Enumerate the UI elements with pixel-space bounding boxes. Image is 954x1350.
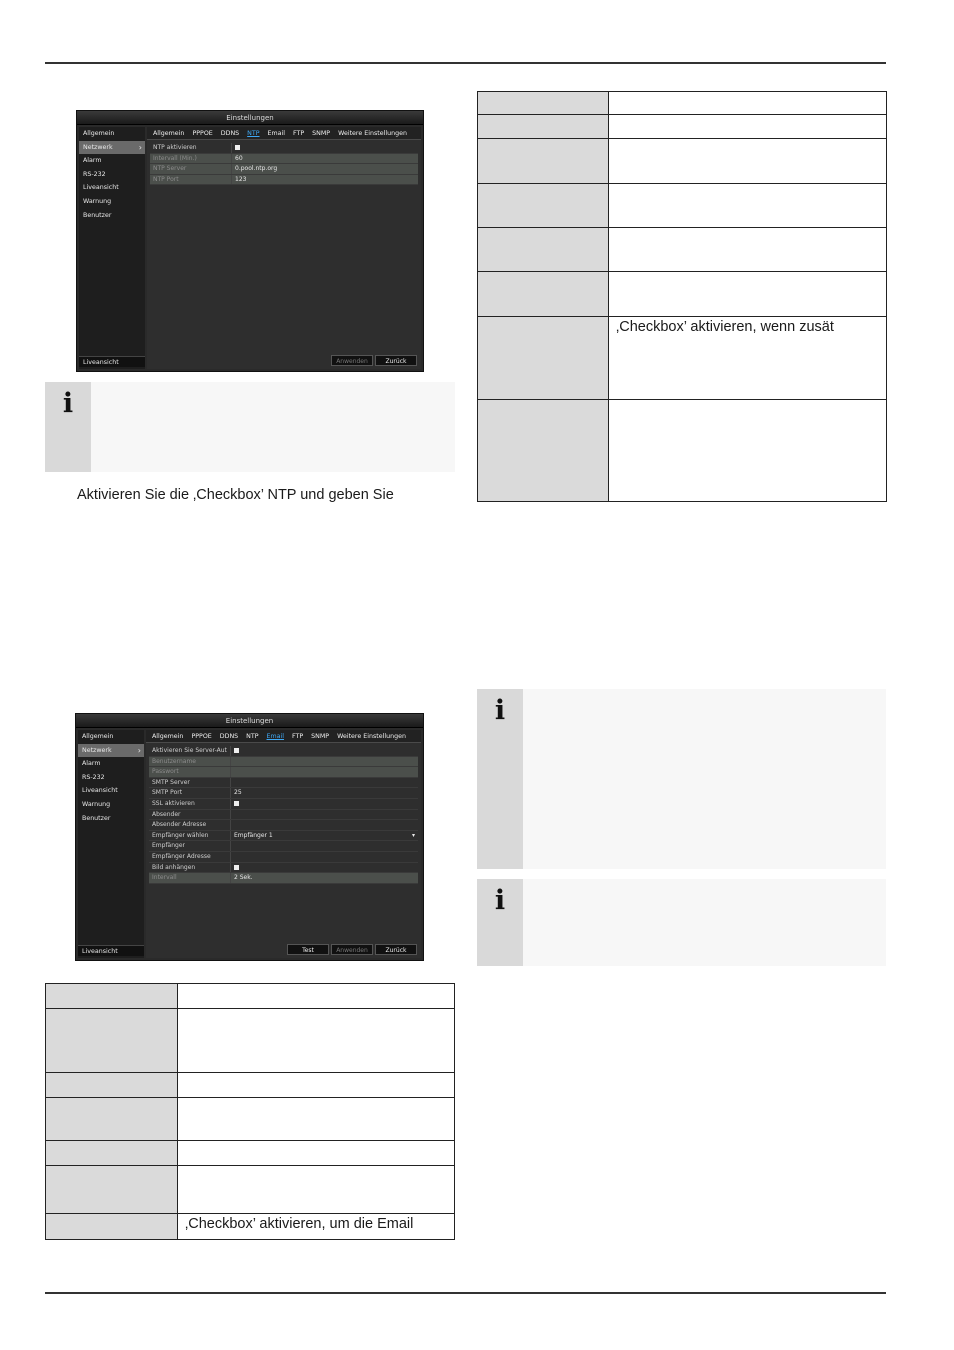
ntp-table-row [478,92,887,115]
settings-row [149,746,418,757]
field-label: Aktivieren Sie Server-Aut [152,747,227,754]
settings-row [149,852,418,863]
email-table-key-cell [46,1073,178,1098]
ntp-settings-table [477,91,887,502]
email-table-value-cell [178,1009,455,1073]
zur-ck-button[interactable]: Zurück [375,355,417,366]
email-table-row [46,1009,455,1073]
checkbox[interactable] [234,748,239,753]
field-label: Empfänger Adresse [152,852,211,860]
info-icon: i [494,695,506,726]
sidebar-item-alarm[interactable]: Alarm [83,157,102,165]
sidebar-item-rs-232[interactable]: RS-232 [83,170,106,178]
field-value[interactable] [230,799,418,809]
field-text: 123 [235,175,247,183]
settings-panel [147,127,421,369]
settings-row [149,820,418,831]
ntp-table-key-cell [478,272,609,317]
action-buttons [331,355,417,366]
field-value[interactable] [230,788,418,798]
settings-form [149,746,418,884]
tab-ntp[interactable]: NTP [246,733,259,740]
field-value[interactable] [230,863,418,873]
field-label: NTP Server [153,165,187,173]
field-label: NTP Port [153,175,179,183]
field-label: Intervall (Min.) [153,154,197,162]
email-table-value-cell [178,1141,455,1166]
ntp-table-value-cell [609,184,887,228]
sidebar-item-allgemein[interactable]: Allgemein [82,733,114,740]
ntp-table-value-cell [609,400,887,502]
field-label: Passwort [152,768,179,776]
footer-rule [45,1292,886,1294]
sidebar-item-alarm[interactable]: Alarm [82,760,101,768]
email-table-key-cell [46,1141,178,1166]
email-table-value-cell [178,984,455,1009]
sidebar-item-rs-232[interactable]: RS-232 [82,773,105,781]
email-settings-screenshot [75,713,424,961]
sidebar-item-netzwerk[interactable]: Netzwerk › [78,744,144,758]
field-text: 0.pool.ntp.org [235,165,278,173]
checkbox[interactable] [235,145,240,150]
sidebar-item-benutzer[interactable]: Benutzer [83,211,112,219]
field-value[interactable] [230,841,418,851]
settings-row [149,799,418,810]
field-label: SMTP Port [152,789,183,797]
window-title: Einstellungen [77,111,423,125]
field-label: Empfänger wählen [152,831,209,839]
tab-ddns[interactable]: DDNS [219,733,239,740]
field-value[interactable] [230,810,418,820]
field-label: SMTP Server [152,778,190,786]
ntp-table-row [478,317,887,400]
settings-row [150,143,418,154]
field-value[interactable] [230,757,418,767]
email-table-key-cell [46,1166,178,1214]
tab-pppoe[interactable]: PPPOE [191,733,212,740]
ntp-table-row [478,184,887,228]
settings-row [149,831,418,842]
ntp-table-value-cell [609,228,887,272]
tab-ntp[interactable]: NTP [247,130,260,137]
settings-panel [146,730,421,958]
ntp-table-value-cell [609,92,887,115]
email-table-key-cell [46,1098,178,1141]
settings-row [149,757,418,768]
email-table-key-cell [46,984,178,1009]
network-tabs [147,127,421,140]
field-text: 60 [235,154,243,162]
field-label: NTP aktivieren [153,144,197,151]
email-table-row [46,1166,455,1214]
info-note-1 [477,689,886,869]
tab-snmp[interactable]: SNMP [312,130,331,137]
tab-allgemein[interactable]: Allgemein [152,733,184,740]
settings-row [150,154,418,165]
ntp-table-value-cell [609,139,887,184]
field-label: Empfänger [152,842,186,850]
email-table-value-cell [178,1166,455,1214]
ntp-table-row [478,139,887,184]
info-icon: i [494,885,506,916]
field-label: Benutzername [152,757,196,765]
tab-weitere-einstellungen[interactable]: Weitere Einstellungen [338,130,407,137]
field-value[interactable] [230,873,418,883]
test-button[interactable]: Test [287,944,329,955]
ntp-table-key-cell [478,184,609,228]
anwenden-button[interactable]: Anwenden [331,944,373,955]
settings-row [150,164,418,175]
ntp-table-value-cell [609,115,887,139]
zur-ck-button[interactable]: Zurück [375,944,417,955]
field-value[interactable] [230,767,418,777]
settings-row [149,810,418,821]
window-title: Einstellungen [76,714,423,728]
sidebar-item-netzwerk[interactable]: Netzwerk › [79,141,145,155]
ntp-table-key-cell [478,139,609,184]
email-table-row [46,1214,455,1240]
field-value[interactable] [230,820,418,830]
settings-form [150,143,418,185]
ntp-table-row [478,400,887,502]
settings-row [149,788,418,799]
ntp-table-row [478,228,887,272]
ntp-table-key-cell [478,317,609,400]
settings-row [149,767,418,778]
tab-pppoe[interactable]: PPPOE [192,130,213,137]
checkbox[interactable] [234,801,239,806]
settings-row [149,778,418,789]
settings-row [149,863,418,874]
field-value[interactable] [230,746,418,756]
email-table-key-cell [46,1214,178,1240]
ntp-table-value-cell [609,272,887,317]
field-label: Absender [152,810,181,818]
field-text: 2 Sek. [234,874,253,882]
ntp-table-key-cell [478,400,609,502]
ntp-table-key-cell [478,92,609,115]
settings-row [149,873,418,884]
sidebar-item-allgemein[interactable]: Allgemein [83,130,115,137]
email-table-value-cell [178,1073,455,1098]
tab-ddns[interactable]: DDNS [220,130,240,137]
field-value[interactable] [230,852,418,862]
info-note-ntp [45,382,455,472]
field-value[interactable] [230,778,418,788]
email-table-value-cell: ‚Checkbox’ aktivieren, um die Email [178,1214,455,1240]
field-label: Absender Adresse [152,821,207,829]
field-value[interactable] [231,143,418,153]
settings-sidebar [79,127,145,369]
field-label: Bild anhängen [152,863,196,871]
ntp-table-key-cell [478,228,609,272]
info-icon: i [62,388,74,419]
checkbox[interactable] [234,865,239,870]
email-table-value-cell [178,1098,455,1141]
email-settings-table [45,983,455,1240]
field-label: SSL aktivieren [152,799,195,807]
field-label: Intervall [152,874,177,882]
sidebar-item-benutzer[interactable]: Benutzer [82,814,111,822]
ntp-table-value-cell: ‚Checkbox’ aktivieren, wenn zusät [609,317,887,400]
liveansicht-button[interactable]: Liveansicht [79,356,145,367]
field-text: Empfänger 1 [234,831,273,839]
sidebar-item-liveansicht[interactable]: Liveansicht [82,787,118,795]
email-table-row [46,1073,455,1098]
action-buttons [287,944,417,955]
email-table-row [46,1098,455,1141]
ntp-table-row [478,272,887,317]
ntp-table-key-cell [478,115,609,139]
tab-snmp[interactable]: SNMP [311,733,330,740]
field-text: 25 [234,789,242,797]
field-value[interactable] [231,164,418,174]
anwenden-button[interactable]: Anwenden [331,355,373,366]
field-value[interactable] [230,831,418,841]
sidebar-item-liveansicht[interactable]: Liveansicht [83,184,119,192]
settings-row [149,841,418,852]
tab-weitere-einstellungen[interactable]: Weitere Einstellungen [337,733,406,740]
network-tabs [146,730,421,743]
tab-allgemein[interactable]: Allgemein [153,130,185,137]
sidebar-item-warnung[interactable]: Warnung [82,800,111,808]
tab-email[interactable]: Email [266,733,285,740]
info-note-2 [477,879,886,966]
ntp-instruction-text: Aktivieren Sie die ‚Checkbox’ NTP und geben Sie [77,487,394,503]
field-value[interactable] [231,175,418,185]
settings-row [150,175,418,186]
tab-ftp[interactable]: FTP [292,733,304,740]
settings-sidebar [78,730,144,958]
liveansicht-button[interactable]: Liveansicht [78,945,144,956]
tab-ftp[interactable]: FTP [293,130,305,137]
email-table-row [46,984,455,1009]
header-rule [45,62,886,64]
dropdown-arrow-icon[interactable]: ▾ [411,831,415,839]
ntp-table-row [478,115,887,139]
email-table-row [46,1141,455,1166]
ntp-settings-screenshot [76,110,424,372]
field-value[interactable] [231,154,418,164]
sidebar-item-warnung[interactable]: Warnung [83,197,112,205]
email-table-key-cell [46,1009,178,1073]
tab-email[interactable]: Email [267,130,286,137]
